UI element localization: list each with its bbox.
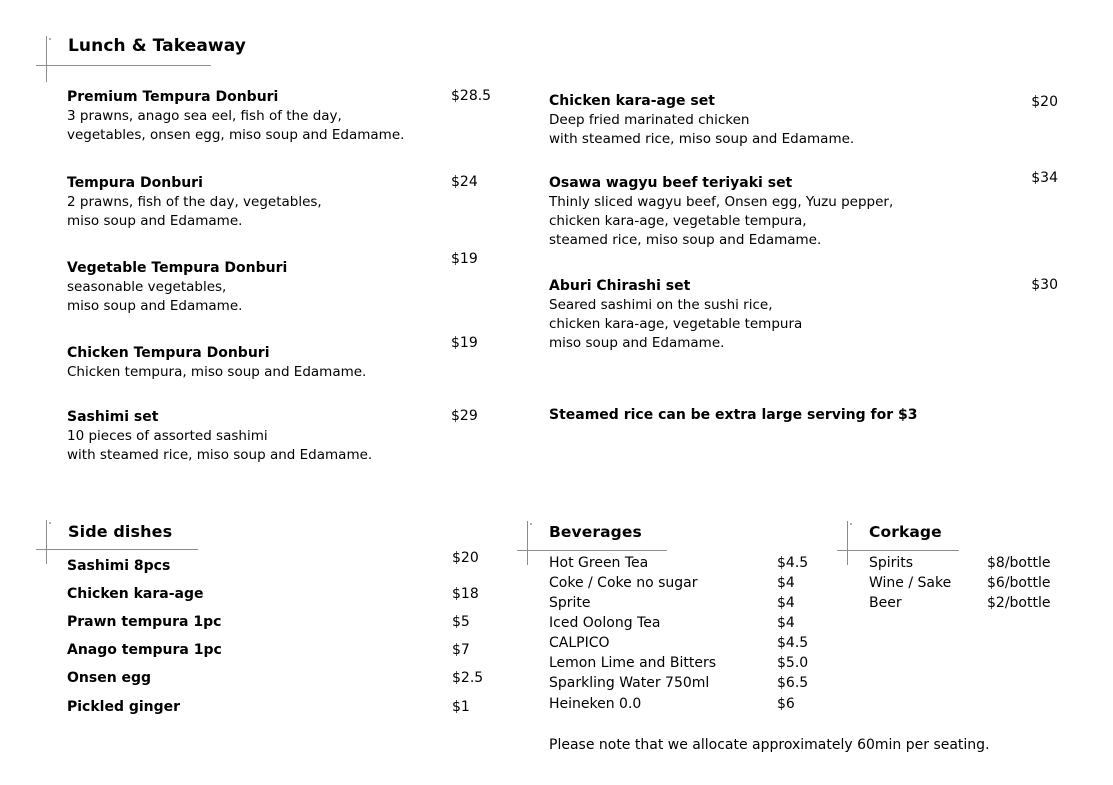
- menu-item-description: Chicken tempura, miso soup and Edamame.: [67, 364, 367, 380]
- side-dish-name: Onsen egg: [67, 670, 152, 686]
- beverage-name: Iced Oolong Tea: [549, 615, 661, 631]
- section-title: Corkage: [869, 523, 942, 541]
- menu-item-description: Thinly sliced wagyu beef, Onsen egg, Yuzu pepper,: [549, 194, 894, 210]
- menu-item-description: with steamed rice, miso soup and Edamame.: [67, 447, 373, 463]
- menu-item-description: 3 prawns, anago sea eel, fish of the day,: [67, 108, 342, 124]
- beverage-price: $4: [777, 575, 795, 591]
- menu-item-price: $30: [1031, 277, 1058, 293]
- menu-item-description: vegetables, onsen egg, miso soup and Edamame.: [67, 127, 405, 143]
- menu-item: [67, 335, 478, 382]
- crop-mark-dot-icon: [530, 523, 532, 525]
- beverage-price: $6.5: [777, 675, 809, 691]
- crop-mark-horizontal-icon: [517, 550, 667, 551]
- menu-item-description: Deep fried marinated chicken: [549, 112, 750, 128]
- beverage-name: Coke / Coke no sugar: [549, 575, 698, 591]
- crop-mark-dot-icon: [49, 38, 51, 40]
- menu-item-name: Osawa wagyu beef teriyaki set: [549, 175, 793, 191]
- beverage-name: Sparkling Water 750ml: [549, 675, 710, 691]
- menu-item: [549, 92, 1058, 149]
- menu-item: [67, 251, 478, 316]
- menu-item: [549, 277, 1058, 353]
- side-dish-price: $20: [452, 550, 479, 566]
- menu-item-price: $34: [1031, 170, 1058, 186]
- menu-item-name: Sashimi set: [67, 409, 159, 425]
- crop-mark-vertical-icon: [46, 520, 47, 564]
- menu-item: [549, 170, 1058, 250]
- side-dish-price: $1: [452, 699, 470, 715]
- menu-item: [67, 174, 478, 231]
- beverage-name: CALPICO: [549, 635, 610, 651]
- corkage-name: Wine / Sake: [869, 575, 952, 591]
- beverage-price: $6: [777, 696, 795, 712]
- menu-item-name: Chicken kara-age set: [549, 93, 715, 109]
- side-dish-name: Prawn tempura 1pc: [67, 614, 222, 630]
- crop-mark-horizontal-icon: [36, 65, 211, 66]
- menu-item-price: $28.5: [451, 88, 492, 104]
- menu-item-price: $24: [451, 174, 478, 190]
- menu-item-name: Aburi Chirashi set: [549, 278, 691, 294]
- menu-item-price: $19: [451, 251, 478, 267]
- menu-item-description: miso soup and Edamame.: [67, 213, 243, 229]
- corkage-name: Spirits: [869, 555, 914, 571]
- menu-item-name: Premium Tempura Donburi: [67, 89, 279, 105]
- side-dish-price: $2.5: [452, 670, 484, 686]
- crop-mark-vertical-icon: [847, 521, 848, 565]
- menu-item-description: with steamed rice, miso soup and Edamame.: [549, 131, 855, 147]
- seating-note: Please note that we allocate approximately 60min per seating.: [549, 737, 990, 753]
- section-title: Side dishes: [68, 522, 173, 541]
- side-dish-name: Pickled ginger: [67, 699, 181, 715]
- beverage-price: $4.5: [777, 555, 809, 571]
- menu-item-price: $29: [451, 408, 478, 424]
- beverage-price: $4.5: [777, 635, 809, 651]
- beverage-price: $4: [777, 615, 795, 631]
- crop-mark-vertical-icon: [46, 36, 47, 82]
- menu-item-description: 2 prawns, fish of the day, vegetables,: [67, 194, 322, 210]
- beverage-name: Heineken 0.0: [549, 696, 642, 712]
- side-dish-price: $5: [452, 614, 470, 630]
- side-dish-name: Anago tempura 1pc: [67, 642, 222, 658]
- section-title: Beverages: [549, 523, 642, 541]
- menu-item-description: miso soup and Edamame.: [549, 335, 725, 351]
- side-dish-price: $7: [452, 642, 470, 658]
- menu-item-description: chicken kara-age, vegetable tempura,: [549, 213, 807, 229]
- crop-mark-horizontal-icon: [837, 550, 959, 551]
- menu-item-name: Tempura Donburi: [67, 175, 203, 191]
- corkage-name: Beer: [869, 595, 902, 611]
- beverage-name: Sprite: [549, 595, 591, 611]
- beverage-name: Lemon Lime and Bitters: [549, 655, 717, 671]
- side-dish-name: Sashimi 8pcs: [67, 558, 171, 574]
- menu-item-price: $20: [1031, 94, 1058, 110]
- menu-item-description: Seared sashimi on the sushi rice,: [549, 297, 773, 313]
- menu-item-description: seasonable vegetables,: [67, 279, 227, 295]
- side-dish-name: Chicken kara-age: [67, 586, 204, 602]
- corkage-price: $8/bottle: [987, 555, 1051, 571]
- menu-item-description: chicken kara-age, vegetable tempura: [549, 316, 803, 332]
- menu-item-description: steamed rice, miso soup and Edamame.: [549, 232, 822, 248]
- beverage-price: $4: [777, 595, 795, 611]
- menu-item-description: 10 pieces of assorted sashimi: [67, 428, 268, 444]
- beverage-price: $5.0: [777, 655, 809, 671]
- menu-item: [67, 408, 478, 465]
- menu-item: [67, 88, 492, 145]
- crop-mark-dot-icon: [49, 522, 51, 524]
- menu-item-name: Vegetable Tempura Donburi: [67, 260, 288, 276]
- side-dish-price: $18: [452, 586, 479, 602]
- beverage-name: Hot Green Tea: [549, 555, 649, 571]
- menu-item-description: miso soup and Edamame.: [67, 298, 243, 314]
- corkage-price: $2/bottle: [987, 595, 1051, 611]
- crop-mark-dot-icon: [850, 523, 852, 525]
- steamed-rice-note: Steamed rice can be extra large serving for $3: [549, 407, 918, 423]
- page-title: Lunch & Takeaway: [68, 36, 246, 56]
- menu-item-name: Chicken Tempura Donburi: [67, 345, 270, 361]
- crop-mark-horizontal-icon: [36, 549, 198, 550]
- corkage-price: $6/bottle: [987, 575, 1051, 591]
- crop-mark-vertical-icon: [527, 521, 528, 565]
- menu-item-price: $19: [451, 335, 478, 351]
